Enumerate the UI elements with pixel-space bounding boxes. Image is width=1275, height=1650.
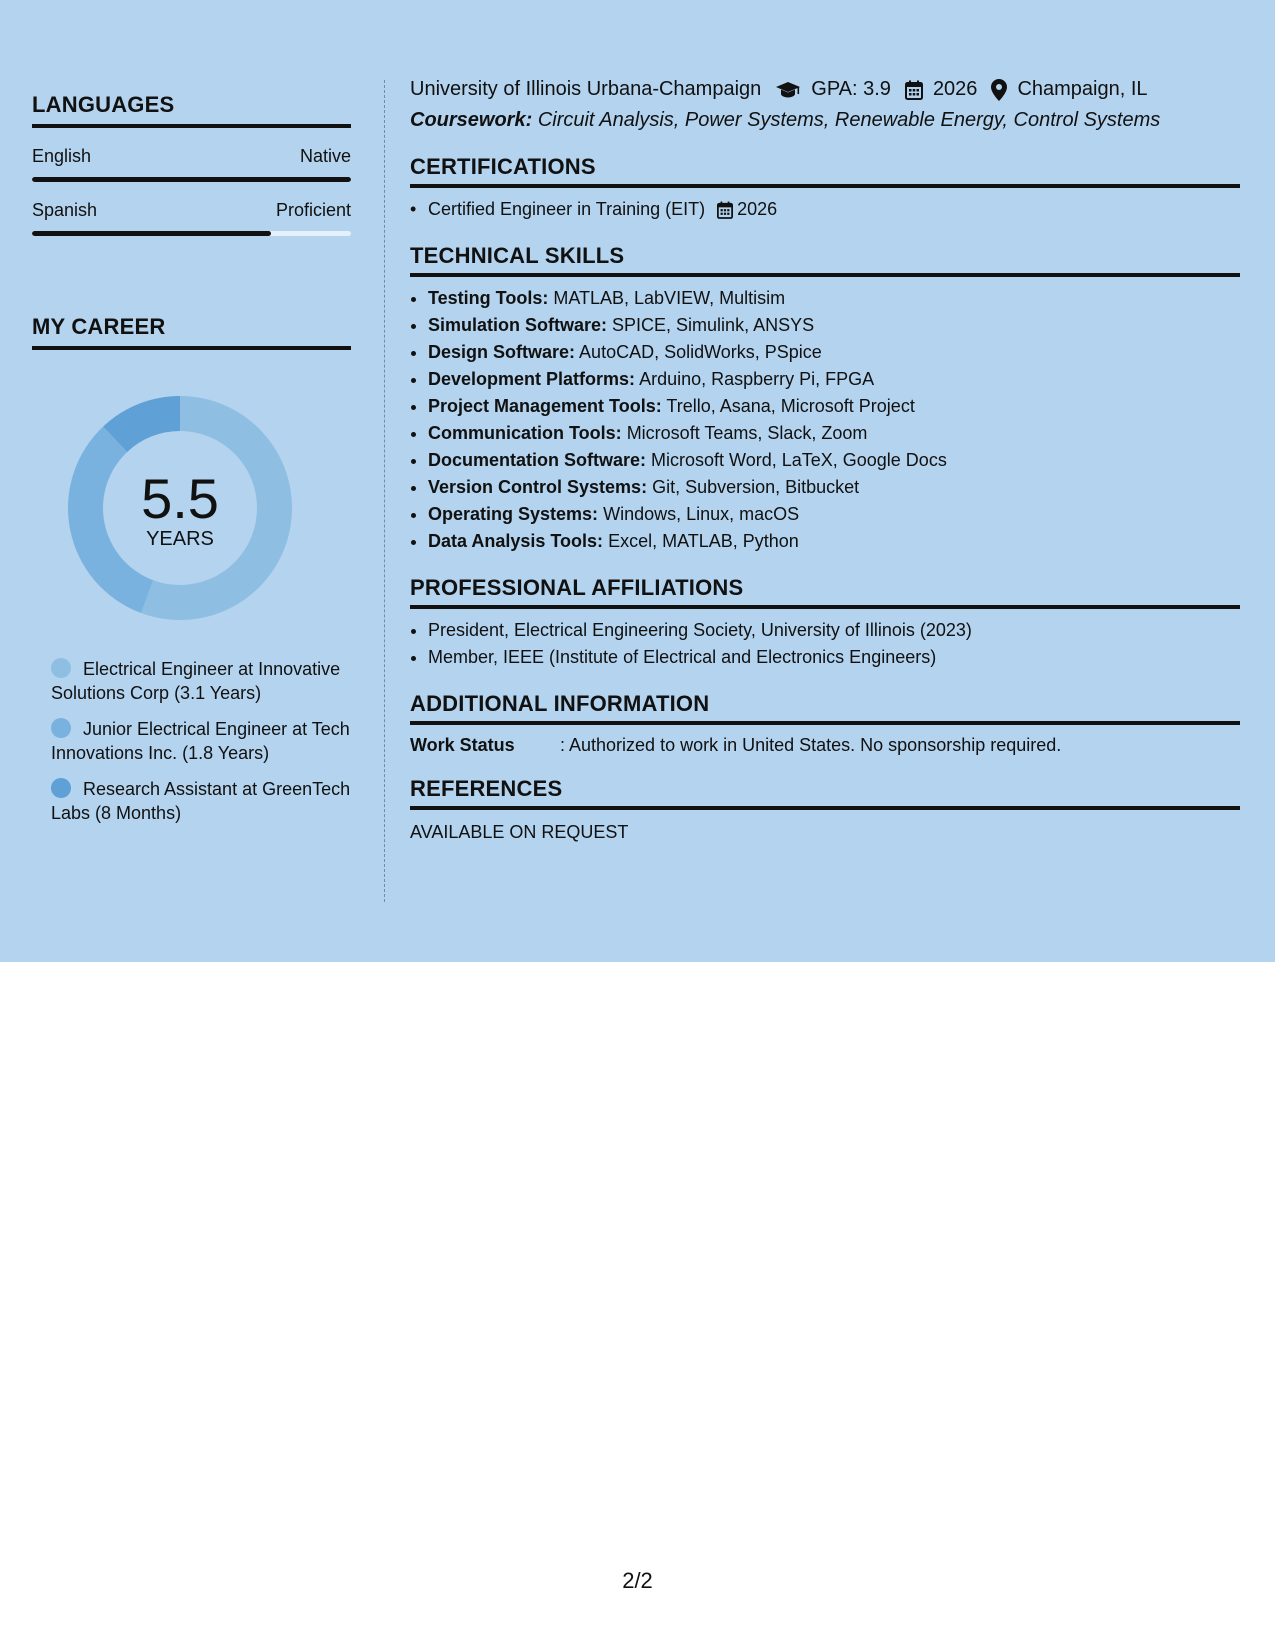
skill-value: Trello, Asana, Microsoft Project (666, 396, 915, 416)
skill-label: Operating Systems: (428, 504, 599, 524)
affiliation-item: • President, Electrical Engineering Society, University of Illinois (2023) (428, 617, 1240, 644)
skill-item (428, 528, 1240, 555)
left-column (32, 92, 351, 837)
legend-dot-icon (51, 778, 71, 798)
certifications-section (410, 154, 1240, 223)
affiliations-title: PROFESSIONAL AFFILIATIONS (410, 575, 1240, 609)
references-section (410, 776, 1240, 843)
skill-item (428, 366, 1240, 393)
legend-dot-icon (51, 658, 71, 678)
skill-item (428, 474, 1240, 501)
coursework-label: Coursework: (410, 109, 533, 131)
affiliations-list (410, 617, 1240, 671)
work-status-label: Work Status (410, 735, 515, 755)
career-role-text: Electrical Engineer at Innovative Solutions Corp (3.1 Years) (51, 659, 341, 703)
skill-label: Development Platforms: (428, 369, 636, 389)
education-gpa: GPA: 3.9 (811, 78, 891, 100)
skill-value: SPICE, Simulink, ANSYS (612, 315, 815, 335)
language-level: Proficient (275, 200, 351, 220)
language-level: Native (299, 146, 351, 166)
skill-label: Testing Tools: (428, 288, 549, 308)
skill-item (428, 339, 1240, 366)
language-proficiency-bar (32, 177, 351, 182)
additional-info-title: ADDITIONAL INFORMATION (410, 691, 1240, 725)
right-column (410, 78, 1240, 843)
skill-item (428, 501, 1240, 528)
career-total-unit: YEARS (146, 527, 214, 550)
page-number: 2/2 (622, 1568, 653, 1593)
certification-item (428, 196, 1240, 223)
skill-value: Git, Subversion, Bitbucket (652, 477, 860, 497)
skill-value: Excel, MATLAB, Python (608, 531, 799, 551)
technical-skills-list (410, 285, 1240, 555)
skill-value: AutoCAD, SolidWorks, PSpice (579, 342, 822, 362)
map-pin-icon (991, 79, 1007, 101)
skill-value: Microsoft Teams, Slack, Zoom (626, 423, 868, 443)
career-role-text: Junior Electrical Engineer at Tech Innovations Inc. (1.8 Years) (51, 719, 350, 763)
language-name: English (32, 146, 92, 166)
education-line (410, 78, 1240, 101)
skill-label: Simulation Software: (428, 315, 608, 335)
skill-label: Design Software: (428, 342, 576, 362)
skill-label: Version Control Systems: (428, 477, 648, 497)
skill-label: Communication Tools: (428, 423, 622, 443)
column-divider (384, 80, 385, 902)
calendar-icon (905, 80, 923, 100)
graduation-cap-icon (775, 81, 801, 99)
career-role-text: Research Assistant at GreenTech Labs (8 Months) (51, 779, 351, 823)
technical-skills-title: TECHNICAL SKILLS (410, 243, 1240, 277)
language-item (32, 200, 351, 236)
career-legend-item (51, 717, 351, 765)
career-legend (32, 657, 351, 825)
references-title: REFERENCES (410, 776, 1240, 810)
affiliations-section (410, 575, 1240, 671)
certifications-title: CERTIFICATIONS (410, 154, 1240, 188)
language-proficiency-fill (32, 231, 271, 236)
career-total-years: 5.5 (141, 466, 219, 530)
skill-value: MATLAB, LabVIEW, Multisim (553, 288, 786, 308)
education-school: University of Illinois Urbana-Champaign (410, 78, 762, 100)
career-donut-center (65, 393, 295, 623)
skill-item (428, 393, 1240, 420)
career-donut-chart (65, 393, 295, 623)
education-location: Champaign, IL (1017, 78, 1148, 100)
work-status-value: : Authorized to work in United States. No sponsorship required. (560, 735, 1062, 755)
skill-label: Data Analysis Tools: (428, 531, 604, 551)
certifications-list (410, 196, 1240, 223)
skill-value: Microsoft Word, LaTeX, Google Docs (651, 450, 947, 470)
language-proficiency-fill (32, 177, 351, 182)
skill-item (428, 447, 1240, 474)
work-status-row (410, 735, 1240, 756)
skill-label: Project Management Tools: (428, 396, 662, 416)
calendar-icon (717, 201, 733, 219)
language-item (32, 146, 351, 182)
career-legend-item (51, 657, 351, 705)
coursework-text: Circuit Analysis, Power Systems, Renewable Energy, Control Systems (537, 109, 1161, 131)
affiliation-item: • Member, IEEE (Institute of Electrical and Electronics Engineers) (428, 644, 1240, 671)
language-name: Spanish (32, 200, 98, 220)
certification-name: • Certified Engineer in Training (EIT) (428, 199, 706, 219)
references-text: AVAILABLE ON REQUEST (410, 822, 629, 842)
technical-skills-section (410, 243, 1240, 555)
legend-dot-icon (51, 718, 71, 738)
skill-label: Documentation Software: (428, 450, 647, 470)
certification-year: 2026 (737, 199, 778, 219)
skill-item (428, 312, 1240, 339)
additional-info-section (410, 691, 1240, 756)
education-year: 2026 (932, 78, 978, 100)
skill-item (428, 285, 1240, 312)
languages-title: LANGUAGES (32, 92, 351, 128)
career-legend-item (51, 777, 351, 825)
career-title: MY CAREER (32, 314, 351, 350)
skill-value: Arduino, Raspberry Pi, FPGA (639, 369, 875, 389)
coursework-line (410, 109, 1240, 132)
skill-item (428, 420, 1240, 447)
language-proficiency-bar (32, 231, 351, 236)
skill-value: Windows, Linux, macOS (603, 504, 800, 524)
